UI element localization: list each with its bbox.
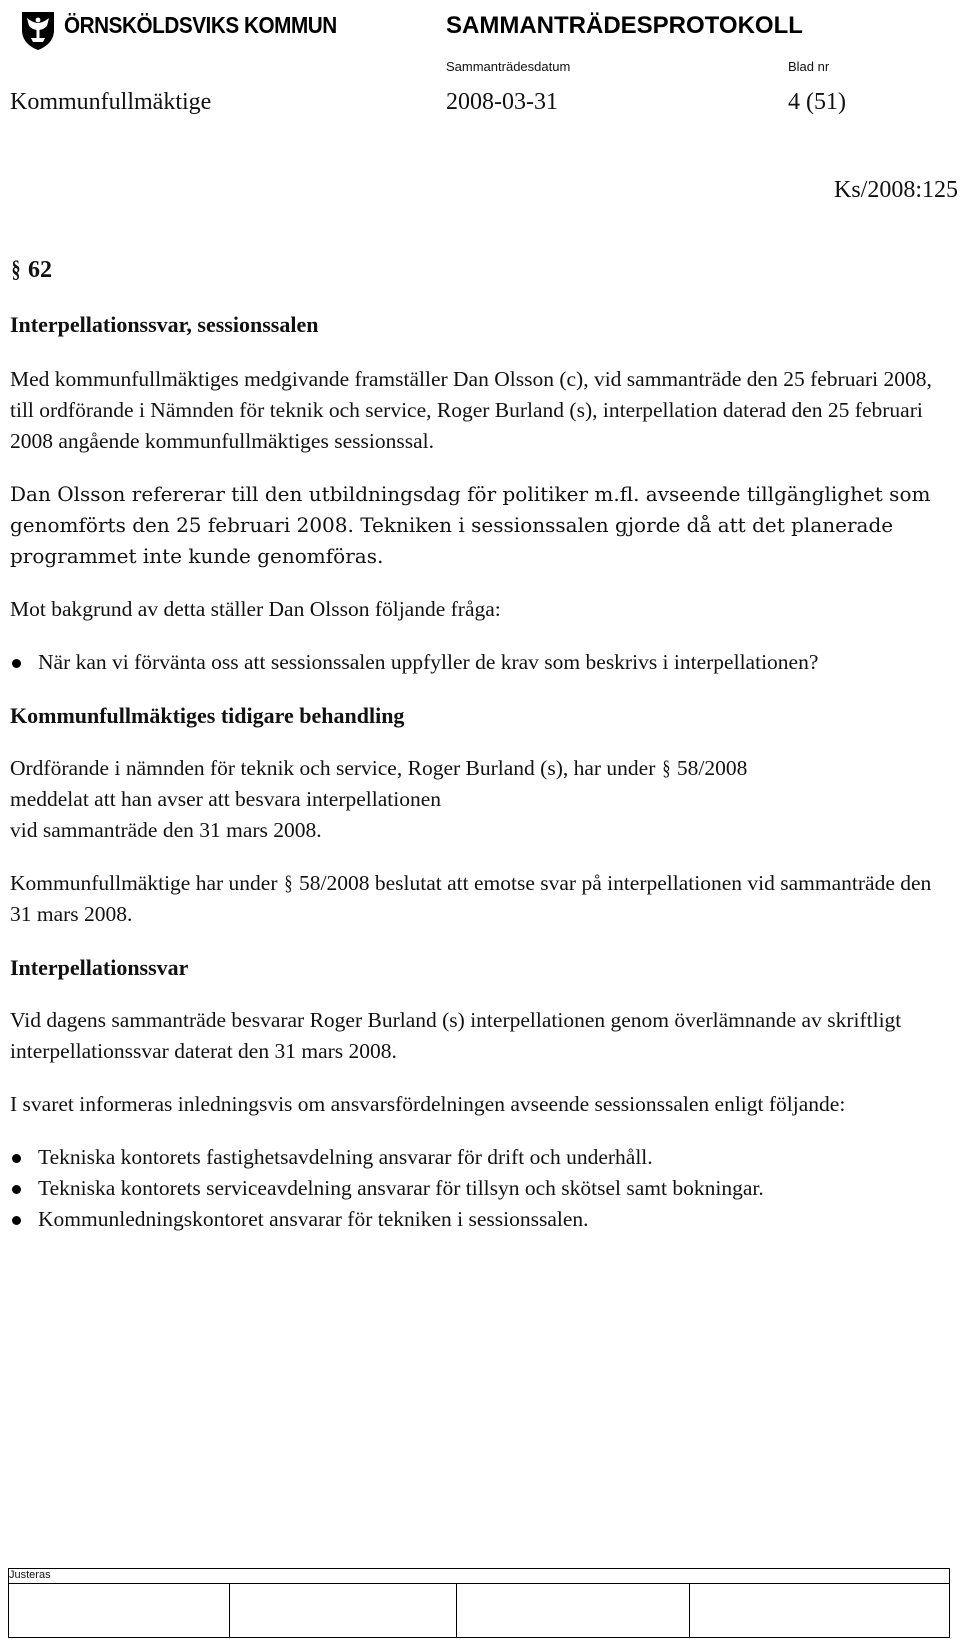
question-intro: Mot bakgrund av detta ställer Dan Olsson följande fråga: xyxy=(10,597,501,621)
responsibility-list xyxy=(10,1142,940,1235)
document-body xyxy=(10,253,940,1257)
document-type: SAMMANTRÄDESPROTOKOLL xyxy=(446,12,803,39)
signature-cell xyxy=(230,1584,457,1638)
list-item: Kommunledningskontoret ansvarar för tekniken i sessionssalen. xyxy=(10,1204,940,1235)
list-item: Tekniska kontorets fastighetsavdelning ansvarar för drift och underhåll. xyxy=(10,1142,940,1173)
decision-paragraph: Kommunfullmäktige har under § 58/2008 beslutat att emotse svar på interpellationen vid sammanträde den 31 mars 2008. xyxy=(10,868,940,930)
page-number-label: Blad nr xyxy=(788,59,830,74)
section-symbol: § xyxy=(284,871,293,895)
answer-paragraph: Vid dagens sammanträde besvarar Roger Burland (s) interpellationen genom överlämnande av skriftligt interpellationssvar daterat den 31 mars 2008. xyxy=(10,1008,902,1063)
answer-heading: Interpellationssvar xyxy=(10,955,189,980)
decision-body: Kommunfullmäktige xyxy=(10,89,212,115)
signature-cell xyxy=(9,1584,230,1638)
signature-table xyxy=(8,1568,950,1638)
reference-paragraph: Dan Olsson refererar till den utbildningsdag för politiker m.fl. avseende tillgänglighet som genomförts den 25 februari 2008. Tekniken i sessionssalen gjorde då att det planerade programmet inte kunde genomföras. xyxy=(10,482,931,568)
intro-paragraph: Med kommunfullmäktiges medgivande framställer Dan Olsson (c), vid sammanträde den 25 februari 2008, till ordförande i Nämnden för teknik och service, Roger Burland (s), interpellation daterad den 25 februari 2008 angående kommunfullmäktiges sessionssal. xyxy=(10,367,932,453)
signature-cell xyxy=(457,1584,690,1638)
meeting-date: 2008-03-31 xyxy=(446,89,558,115)
list-item: När kan vi förvänta oss att sessionssalen uppfyller de krav som beskrivs i interpellationen? xyxy=(10,647,940,678)
section-symbol: § xyxy=(662,756,671,780)
section-symbol: § xyxy=(11,257,21,283)
signature-cell xyxy=(690,1584,950,1638)
page-number: 4 (51) xyxy=(788,89,846,115)
previous-handling-heading: Kommunfullmäktiges tidigare behandling xyxy=(10,703,405,728)
question-list xyxy=(10,647,940,678)
responsibility-intro: I svaret informeras inledningsvis om ansvarsfördelningen avseende sessionssalen enligt följande: xyxy=(10,1092,846,1116)
organization-name: ÖRNSKÖLDSVIKS KOMMUN xyxy=(64,12,337,38)
justeras-label: Justeras xyxy=(9,1569,950,1584)
section-number: 62 xyxy=(28,257,52,283)
previous-handling-paragraph: Ordförande i nämnden för teknik och service, Roger Burland (s), har under § 58/2008 meddelat att han avser att besvara interpellationen vid sammanträde den 31 mars 2008. xyxy=(10,753,940,846)
paragraph-number xyxy=(10,253,940,287)
list-item: Tekniska kontorets serviceavdelning ansvarar för tillsyn och skötsel samt bokningar. xyxy=(10,1173,940,1204)
section-title: Interpellationssvar, sessionssalen xyxy=(10,312,319,337)
municipal-coat-of-arms-icon xyxy=(18,8,58,52)
case-number: Ks/2008:125 xyxy=(833,177,958,203)
meeting-date-label: Sammanträdesdatum xyxy=(446,59,571,74)
